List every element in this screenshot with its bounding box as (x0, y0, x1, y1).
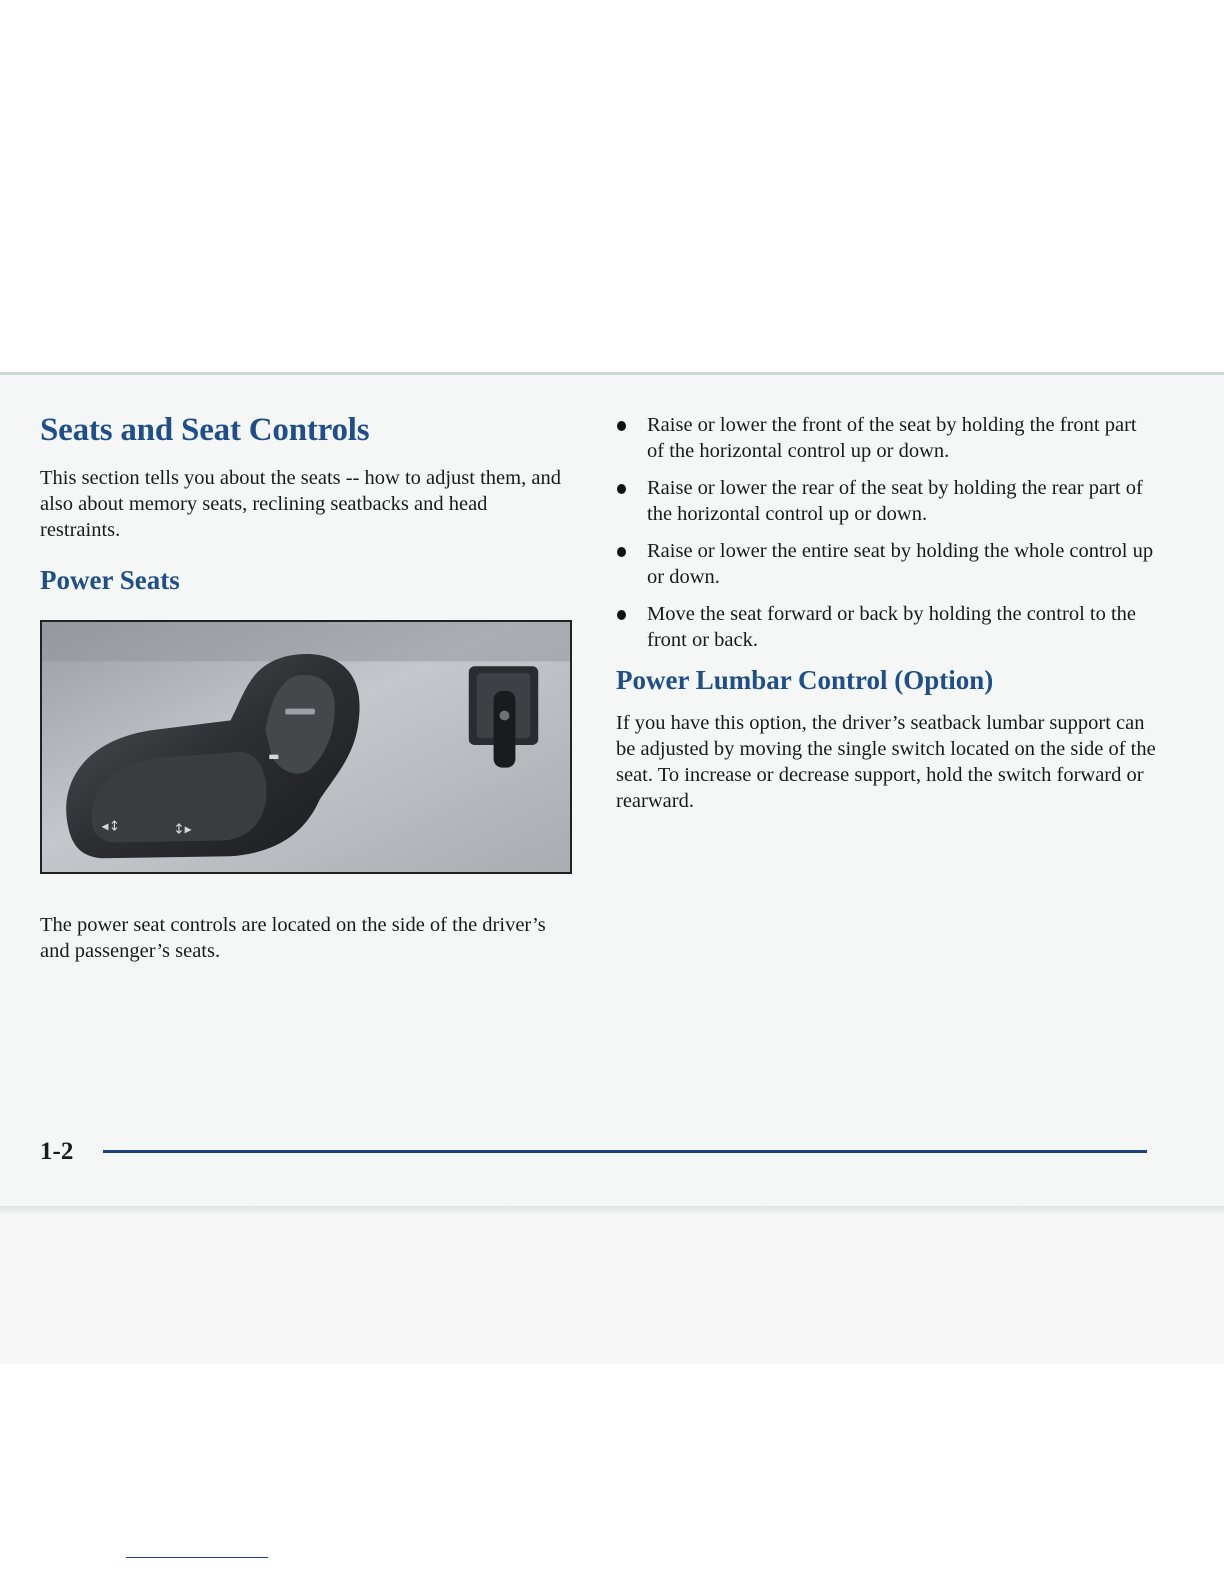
lumbar-switch-shape (494, 691, 516, 768)
list-item-text: Raise or lower the entire seat by holding the whole control up or down. (647, 540, 1154, 588)
list-item-text: Raise or lower the front of the seat by holding the front part of the horizontal control up or down. (647, 414, 1137, 462)
bullet-icon (617, 547, 626, 557)
bullet-icon (617, 421, 626, 431)
list-item-text: Raise or lower the rear of the seat by holding the rear part of the horizontal control up or down. (647, 477, 1143, 525)
left-column (40, 412, 570, 964)
svg-text:↕▸: ↕▸ (173, 821, 192, 838)
list-item (616, 412, 1156, 464)
bullet-icon (617, 484, 626, 494)
list-item (616, 475, 1156, 527)
right-column (616, 412, 1156, 814)
lumbar-heading: Power Lumbar Control (Option) (616, 665, 994, 695)
intro-paragraph: This section tells you about the seats -- how to adjust them, and also about memory seats, reclining seatbacks and head restraints. (40, 467, 561, 541)
lumbar-paragraph: If you have this option, the driver’s seatback lumbar support can be adjusted by moving the single switch located on the side of the seat. To increase or decrease support, hold the switch forward or rearward. (616, 712, 1156, 812)
photo-caption: The power seat controls are located on the side of the driver’s and passenger’s seats. (40, 914, 546, 962)
lower-band (0, 1214, 1224, 1364)
list-item (616, 538, 1156, 590)
panel-bottom-edge (0, 1206, 1224, 1214)
list-item-text: Move the seat forward or back by holding the control to the front or back. (647, 603, 1137, 651)
page-title: Seats and Seat Controls (40, 412, 370, 448)
power-seats-heading: Power Seats (40, 565, 180, 595)
bullet-icon (617, 610, 626, 620)
footer-rule (103, 1150, 1147, 1153)
power-seat-controls-photo (40, 620, 572, 874)
seat-adjustment-list (616, 412, 1156, 653)
page-number: 1-2 (40, 1138, 74, 1165)
svg-text:▬: ▬ (268, 748, 280, 763)
bottom-rule (126, 1557, 268, 1558)
svg-text:◂↕: ◂↕ (101, 818, 121, 835)
list-item (616, 601, 1156, 653)
